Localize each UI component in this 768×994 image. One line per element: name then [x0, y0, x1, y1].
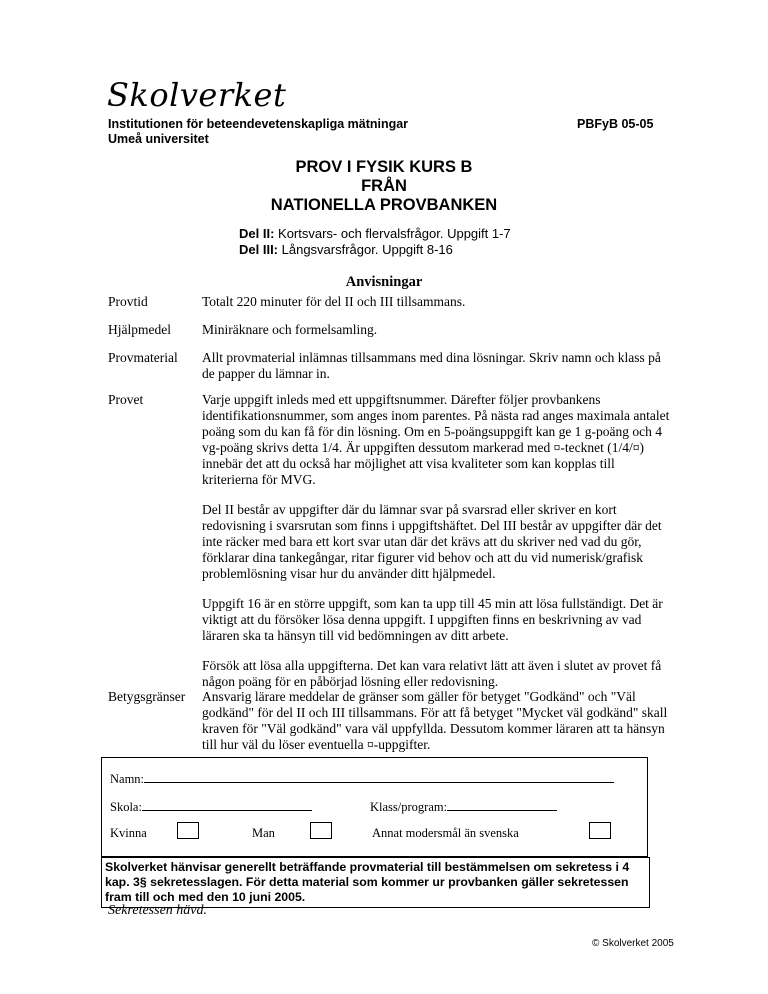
skola-row [110, 798, 312, 815]
part-3-label: Del III: [239, 242, 279, 257]
part-3-text: Långsvarsfrågor. Uppgift 8-16 [278, 242, 453, 257]
annat-label: Annat modersmål än svenska [372, 826, 519, 840]
provtid-label: Provtid [108, 294, 148, 309]
hjalpmedel-text: Miniräknare och formelsamling. [202, 322, 378, 337]
kvinna-label: Kvinna [110, 826, 147, 840]
provet-label: Provet [108, 392, 144, 407]
institution-line-1: Institutionen för beteendevetenskapliga mätningar [108, 117, 409, 131]
annat-checkbox[interactable] [589, 822, 611, 839]
betyg-label: Betygsgränser [108, 689, 186, 704]
namn-row [110, 770, 614, 787]
hjalpmedel-label: Hjälpmedel [108, 322, 171, 337]
exam-parts [239, 226, 511, 258]
skola-field[interactable] [142, 798, 312, 811]
klass-label: Klass/program: [370, 800, 448, 814]
klass-field[interactable] [447, 798, 557, 811]
student-form [101, 757, 648, 857]
provet-paragraph-1: Varje uppgift inleds med ett uppgiftsnummer. Därefter följer provbankens identifikationsnummer, som anges inom parentes. På nästa rad anges maximala antalet poäng som du kan få för din lösning. Om en 5-poängsuppgift kan ge 1 g-poäng och 4 vg-poäng skrivs detta 1/4. Är uppgiften dessutom markerad med ¤-tecknet (1/4/¤) innebär det att du också har möjlighet att visa kvaliteter som kan kopplas till kriterierna för MVG. [202, 392, 670, 487]
part-3 [239, 242, 511, 258]
institution-line-2: Umeå universitet [108, 132, 209, 146]
title-line-3: NATIONELLA PROVBANKEN [270, 196, 498, 214]
kvinna-checkbox[interactable] [177, 822, 199, 839]
secrecy-lifted: Sekretessen hävd. [108, 903, 207, 918]
exam-code: PBFyB 05-05 [577, 117, 654, 131]
secrecy-notice: Skolverket hänvisar generellt beträffande provmaterial till bestämmelsen om sekretess i 4 kap. 3§ sekretesslagen. För detta material som kommer ur provbanken gäller sekretessen fram till och med den 10 juni 2005. [101, 857, 650, 908]
provet-text [202, 392, 672, 704]
klass-row [370, 798, 557, 815]
skola-label: Skola: [110, 800, 142, 814]
part-2-text: Kortsvars- och flervalsfrågor. Uppgift 1-7 [274, 226, 511, 241]
exam-title [0, 158, 768, 215]
part-2 [239, 226, 511, 242]
provmaterial-label: Provmaterial [108, 350, 178, 365]
instructions-heading: Anvisningar [345, 274, 423, 290]
title-line-2: FRÅN [361, 177, 407, 195]
man-label: Man [252, 826, 275, 840]
copyright: © Skolverket 2005 [592, 938, 674, 949]
provtid-text: Totalt 220 minuter för del II och III tillsammans. [202, 294, 466, 309]
provet-paragraph-4: Försök att lösa alla uppgifterna. Det kan vara relativt lätt att även i slutet av provet få någon poäng för en påbörjad lösning eller redovisning. [202, 658, 662, 689]
provmaterial-text: Allt provmaterial inlämnas tillsammans med dina lösningar. Skriv namn och klass på de papper du lämnar in. [202, 350, 661, 381]
provet-paragraph-2: Del II består av uppgifter där du lämnar svar på svarsrad eller skriver en kort redovisning i svarsrutan som finns i uppgiftshäftet. Del III består av uppgifter där det inte räcker med bara ett kort svar utan där det krävs att du skriver ned vad du gör, förklarar dina tankegångar, ritar figurer vid behov och att du vid numerisk/grafisk problemlösning visar hur du använder ditt hjälpmedel. [202, 502, 662, 581]
title-line-1: PROV I FYSIK KURS B [295, 158, 473, 176]
namn-label: Namn: [110, 772, 145, 786]
betyg-text: Ansvarig lärare meddelar de gränser som gäller för betyget "Godkänd" och "Väl godkänd" för del II och III tillsammans. För att få betyget "Mycket väl godkänd" skall kraven för "Väl godkänd" vara väl uppfyllda. Dessutom kommer läraren att ta hänsyn till hur väl du löser eventuella ¤-uppgifter. [202, 689, 668, 752]
part-2-label: Del II: [239, 226, 275, 241]
provet-paragraph-3: Uppgift 16 är en större uppgift, som kan ta upp till 45 min att lösa fullständigt. Det är viktigt att du försöker lösa denna uppgift. I uppgiften finns en beskrivning av vad läraren ska ta hänsyn till vid bedömningen av ditt arbete. [202, 596, 663, 643]
namn-field[interactable] [144, 770, 614, 783]
man-checkbox[interactable] [310, 822, 332, 839]
skolverket-logo: Skolverket [107, 76, 287, 114]
institution [108, 117, 408, 147]
